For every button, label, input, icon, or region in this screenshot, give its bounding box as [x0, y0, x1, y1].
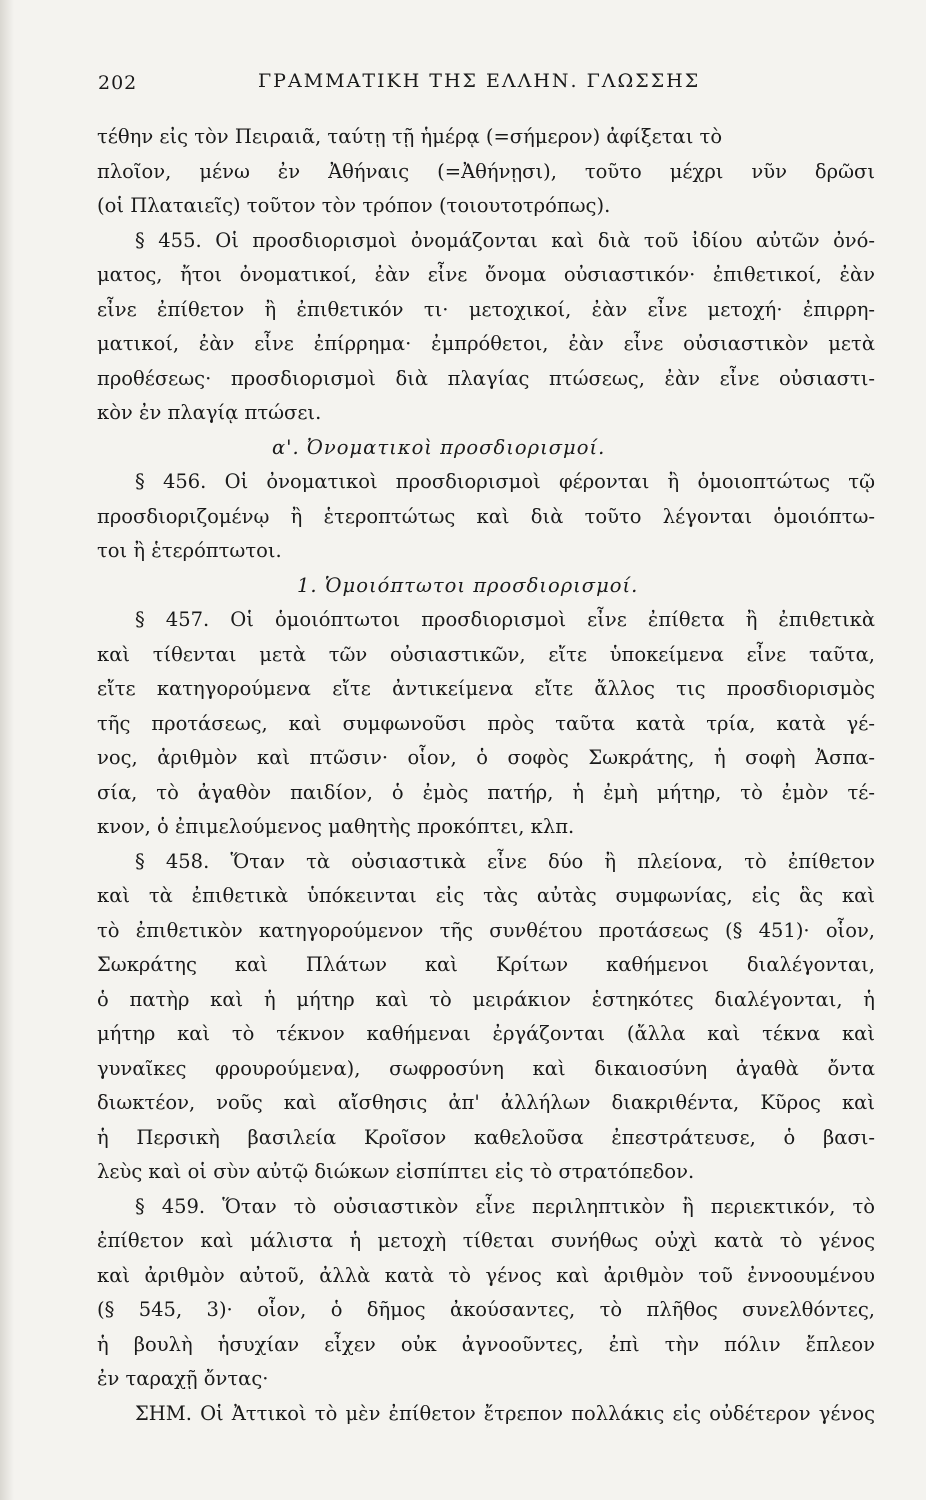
text-line: ματικοί, ἐὰν εἶνε ἐπίρρημα· ἐμπρόθετοι, ἐὰν εἶνε οὐσιαστικὸν μετὰ — [97, 332, 875, 355]
page-header — [98, 68, 866, 98]
page-number: 202 — [98, 72, 138, 94]
text-line: εἶνε ἐπίθετον ἢ ἐπιθετικόν τι· μετοχικοί, ἐὰν εἶνε μετοχή· ἐπιρρη- — [97, 297, 875, 321]
running-title: ΓΡΑΜΜΑΤΙΚΗ ΤΗΣ ΕΛΛΗΝ. ΓΛΩΣΣΗΣ — [258, 70, 701, 92]
text-line: καὶ τίθενται μετὰ τῶν οὐσιαστικῶν, εἴτε ὑποκείμενα εἶνε ταῦτα, — [97, 642, 875, 666]
text-line: ἐν ταραχῇ ὄντας· — [97, 1367, 269, 1390]
text-line: καὶ τὰ ἐπιθετικὰ ὑπόκεινται εἰς τὰς αὐτὰς συμφωνίας, εἰς ἃς καὶ — [97, 884, 875, 907]
text-line: ἡ βουλὴ ἡσυχίαν εἶχεν οὐκ ἀγνοοῦντες, ἐπὶ τὴν πόλιν ἔπλεον — [97, 1332, 875, 1356]
paragraph-456-start: § 456. Οἱ ὀνοματικοὶ προσδιορισμοὶ φέρονται ἢ ὁμοιοπτώτως τῷ — [135, 470, 875, 493]
text-line: τὸ ἐπιθετικὸν κατηγορούμενον τῆς συνθέτου προτάσεως (§ 451)· οἷον, — [97, 918, 875, 942]
text-line: τῆς προτάσεως, καὶ συμφωνοῦσι πρὸς ταῦτα κατὰ τρία, κατὰ γέ- — [97, 711, 875, 735]
text-line: διωκτέον, νοῦς καὶ αἴσθησις ἀπ' ἀλλήλων διακριθέντα, Κῦρος καὶ — [97, 1091, 875, 1114]
text-line: μήτηρ καὶ τὸ τέκνον καθήμεναι ἐργάζονται (ἄλλα καὶ τέκνα καὶ — [97, 1022, 875, 1045]
text-line: πλοῖον, μένω ἐν Ἀθήναις (=Ἀθήνῃσι), τοῦτο μέχρι νῦν δρῶσι — [97, 159, 875, 183]
text-line: ματος, ἤτοι ὀνοματικοί, ἐὰν εἶνε ὄνομα οὐσιαστικόν· ἐπιθετικοί, ἐὰν — [97, 263, 875, 286]
body-text — [97, 120, 875, 1431]
text-line: προθέσεως· προσδιορισμοὶ διὰ πλαγίας πτώσεως, ἐὰν εἶνε οὐσιαστι- — [97, 366, 875, 390]
text-line: (§ 545, 3)· οἷον, ὁ δῆμος ἀκούσαντες, τὸ πλῆθος συνελθόντες, — [97, 1298, 875, 1321]
page-gutter-shadow — [0, 0, 14, 1500]
text-line: λεὺς καὶ οἱ σὺν αὐτῷ διώκων εἰσπίπτει εἰς τὸ στρατόπεδον. — [97, 1160, 695, 1183]
text-line: καὶ ἀριθμὸν αὐτοῦ, ἀλλὰ κατὰ τὸ γένος καὶ ἀριθμὸν τοῦ ἐννοουμένου — [97, 1263, 875, 1287]
text-line: Σωκράτης καὶ Πλάτων καὶ Κρίτων καθήμενοι διαλέγονται, — [97, 953, 875, 976]
section-heading-onomatikoi: α'. Ὀνοματικοὶ προσδιορισμοί. — [272, 435, 606, 459]
text-line: ἡ Περσικὴ βασιλεία Κροῖσον καθελοῦσα ἐπεστράτευσε, ὁ βασι- — [97, 1125, 875, 1149]
paragraph-455-start: § 455. Οἱ προσδιορισμοὶ ὀνομάζονται καὶ διὰ τοῦ ἰδίου αὐτῶν ὀνό- — [135, 228, 875, 252]
paragraph-459-start: § 459. Ὅταν τὸ οὐσιαστικὸν εἶνε περιληπτικὸν ἢ περιεκτικόν, τὸ — [135, 1194, 875, 1218]
text-line: τέθην εἰς τὸν Πειραιᾶ, ταύτῃ τῇ ἡμέρᾳ (=σήμερον) ἀφίξεται τὸ — [97, 125, 723, 148]
text-line: ἐπίθετον καὶ μάλιστα ἡ μετοχὴ τίθεται συνήθως οὐχὶ κατὰ τὸ γένος — [97, 1229, 875, 1252]
subsection-heading-homoioptotoi: 1. Ὁμοιόπτωτοι προσδιορισμοί. — [297, 573, 639, 597]
text-line: κὸν ἐν πλαγίᾳ πτώσει. — [97, 401, 322, 424]
text-line: νος, ἀριθμὸν καὶ πτῶσιν· οἷον, ὁ σοφὸς Σωκράτης, ἡ σοφὴ Ἀσπα- — [97, 746, 875, 769]
text-line: εἴτε κατηγορούμενα εἴτε ἀντικείμενα εἴτε ἄλλος τις προσδιορισμὸς — [97, 677, 875, 700]
text-line: προσδιοριζομένῳ ἢ ἑτεροπτώτως καὶ διὰ τοῦτο λέγονται ὁμοιόπτω- — [97, 504, 875, 528]
paragraph-458-start: § 458. Ὅταν τὰ οὐσιαστικὰ εἶνε δύο ἢ πλείονα, τὸ ἐπίθετον — [135, 849, 875, 873]
text-line: κνον, ὁ ἐπιμελούμενος μαθητὴς προκόπτει, κλπ. — [97, 815, 575, 838]
text-line: τοι ἢ ἑτερόπτωτοι. — [97, 539, 282, 562]
text-line: (οἱ Πλαταιεῖς) τοῦτον τὸν τρόπον (τοιουτοτρόπως). — [97, 194, 611, 217]
text-line: γυναῖκες φρουρούμενα), σωφροσύνη καὶ δικαιοσύνη ἀγαθὰ ὄντα — [97, 1056, 875, 1080]
note-line: ΣΗΜ. Οἱ Ἀττικοὶ τὸ μὲν ἐπίθετον ἔτρεπον πολλάκις εἰς οὐδέτερον γένος — [135, 1401, 875, 1425]
text-line: σία, τὸ ἀγαθὸν παιδίον, ὁ ἐμὸς πατήρ, ἡ ἐμὴ μήτηρ, τὸ ἐμὸν τέ- — [97, 780, 875, 804]
paragraph-457-start: § 457. Οἱ ὁμοιόπτωτοι προσδιορισμοὶ εἶνε ἐπίθετα ἢ ἐπιθετικὰ — [135, 608, 875, 631]
text-line: ὁ πατὴρ καὶ ἡ μήτηρ καὶ τὸ μειράκιον ἑστηκότες διαλέγονται, ἡ — [97, 987, 875, 1011]
